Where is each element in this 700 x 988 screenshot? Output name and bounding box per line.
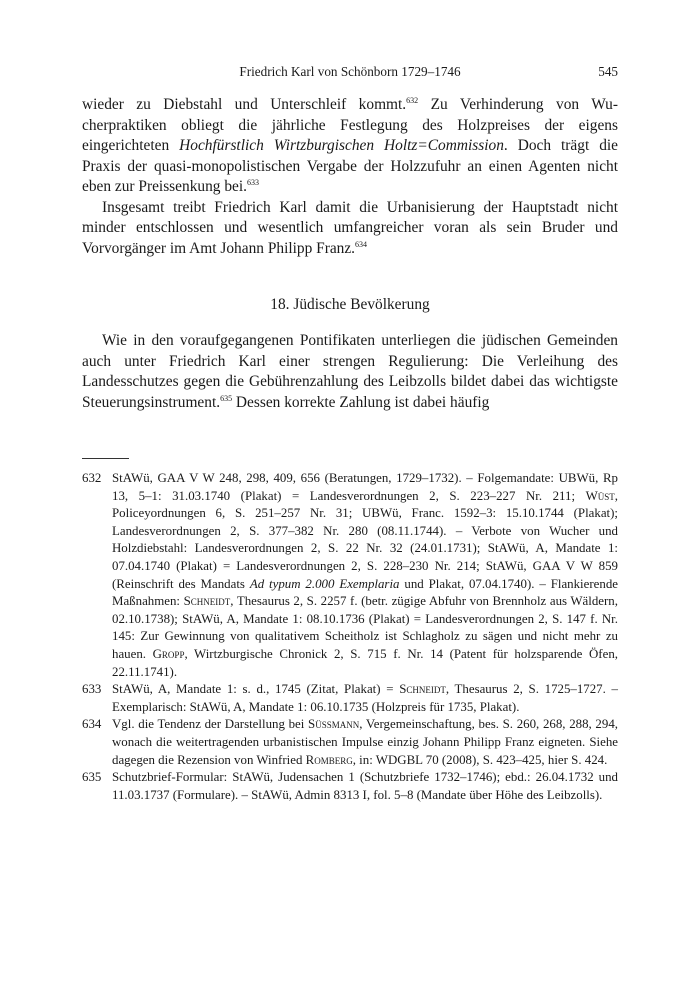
body-text bbox=[82, 95, 618, 259]
footnote-ref-634[interactable]: 634 bbox=[355, 239, 368, 249]
footnote-number: 632 bbox=[82, 471, 102, 485]
running-head bbox=[82, 64, 618, 84]
paragraph-2: Insgesamt treibt Friedrich Karl damit die Urbanisierung der Hauptstadt nicht minder entschlossen und wesentlich umfangreicher voran als sein Bruder und Vorvorgänger im Amt Johann Philipp Franz.$^{634}$ bbox=[82, 198, 618, 257]
section-heading: 18. Jüdische Bevölkerung bbox=[270, 296, 430, 313]
running-title: Friedrich Karl von Schönborn 1729–1746 bbox=[239, 64, 461, 79]
footnote-number: 634 bbox=[82, 717, 102, 732]
footnote-634: 634 Vgl. die Tendenz der Darstellung bei Süssmann, Vergemeinschaftung, bes. S. 260, 268, 288, 294, wonach die weitertragenden urbanistischen Impulse einzig Johann Philipp Franz eigneten. Siehe dagegen die Rezension von Winfried Romberg, in: WDGBL 70 (2008), S. 423–425, hier S. 424. bbox=[82, 717, 618, 767]
footnote-number: 633 bbox=[82, 682, 102, 697]
paragraph-1: wieder zu Diebstahl und Unterschleif kommt.$^{632}$ Zu Verhinderung von Wucherpraktiken obliegt die jährliche Festlegung des Holzpreises der eigens eingerichteten Hochfürstlich Wirtzburgischen Holtz=Commission. Doch trägt die Praxis der quasi-monopolistischen Vergabe der Holzzufuhr an einen Agenten nicht eben zur Preissenkung bei.$^{633}$ bbox=[82, 96, 619, 195]
footnote-633: 633 StAWü, A, Mandate 1: s. d., 1745 (Zitat, Plakat) = Schneidt, Thesaurus 2, S. 1725–1727. – Exemplarisch: StAWü, A, Mandate 1: 06.10.1735 (Holzpreis für 1735, Plakat). bbox=[82, 682, 618, 714]
footnotes bbox=[82, 470, 618, 804]
footnote-ref-633[interactable]: 633 bbox=[246, 178, 259, 187]
footnote-number: 635 bbox=[82, 770, 102, 785]
footnote-ref-635[interactable]: 635 bbox=[220, 393, 233, 403]
footnote-divider bbox=[82, 458, 129, 459]
footnote-632: 632 StAWü, GAA V W 248, 298, 409, 656 (Beratungen, 1729–1732). – Folgemandate: UBWü, Rp 13, 5–1: 31.03.1740 (Plakat) = Landesverordnungen 2, S. 223–227 Nr. 211; Wüst, Policeyordnungen 6, S. 251–257 Nr. 31; UBWü, Franc. 1592–3: 15.10.1744 (Plakat); Landesverordnungen 2, S. 377–382 Nr. 280 (08.11.1744). – Verbote von Wucher und Holzdiebstahl: Landesverordnungen 2, S. 22 Nr. 32 (24.01.1731); StAWü, A, Mandate 1: 07.04.1740 (Plakat) = Landesverordnungen 2, S. 228–230 Nr. 214; StAWü, GAA V W 859 (Reinschrift des Mandats Ad typum 2.000 Exemplaria und Plakat, 07.04.1740). – Flankierende Maßnahmen: Schneidt, Thesaurus 2, S. 2257 f. (betr. zügige Abfuhr von Brennholz aus Wäldern, 02.10.1738); StAWü, A, Mandate 1: 08.10.1736 (Plakat) = Landesverordnungen 2, S. 147 f. Nr. 145: Zur Gewinnung von qualitativem Scheitholz ist Schlagholz zu sägen und nicht mehr zu hauen. Gropp, Wirtzburgische Chronick 2, S. 715 f. Nr. 14 (Patent für holzsparende Öfen, 22.11.1741). bbox=[82, 471, 618, 679]
italic-title: Hochfürstlich Wirtzburgischen Holtz=Commission bbox=[179, 137, 504, 154]
footnote-ref-632[interactable]: 632 bbox=[406, 96, 419, 105]
footnote-635: 635 Schutzbrief-Formular: StAWü, Judensachen 1 (Schutzbriefe 1732–1746); ebd.: 26.04.1732 und 11.03.1737 (Formulare). – StAWü, Admin 8313 I, fol. 5–8 (Mandate über Höhe des Leibzolls). bbox=[82, 770, 618, 802]
section-text bbox=[82, 331, 618, 413]
page-number: 545 bbox=[598, 64, 618, 79]
section-paragraph-1: Wie in den voraufgegangenen Pontifikaten unterliegen die jüdischen Gemeinden auch unter Friedrich Karl einer strengen Regulierung: Die Verleihung des Landesschutzes gegen die Gebührenzahlung des Leibzolls bildet dabei das wichtigste Steuerungsinstrument.$^{635}$ Dessen korrekte Zahlung ist dabei häufig bbox=[82, 332, 618, 411]
